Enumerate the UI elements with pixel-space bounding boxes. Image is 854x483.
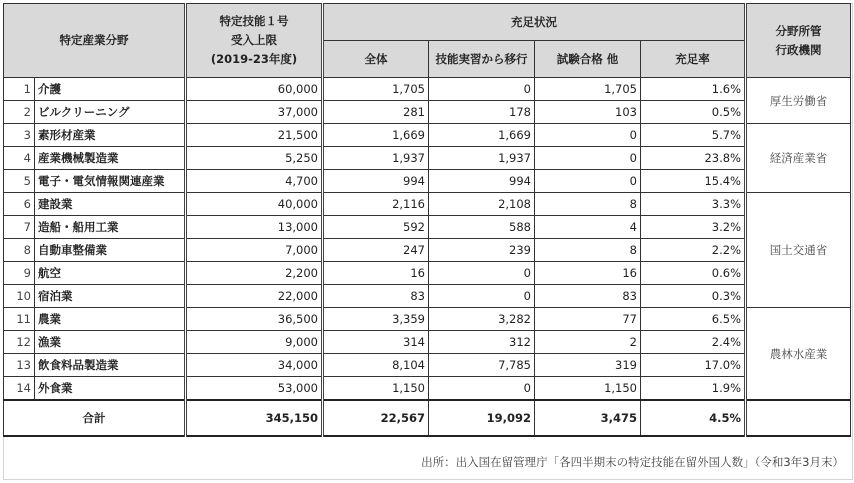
rate-value: 3.2% — [641, 216, 746, 239]
total-value: 16 — [323, 262, 429, 285]
total-value: 247 — [323, 239, 429, 262]
agency: 農林水産業 — [746, 308, 851, 401]
header-from-training: 技能実習から移行 — [429, 41, 535, 78]
cap-value: 40,000 — [186, 193, 323, 216]
table-row — [4, 239, 851, 262]
cap-value: 21,500 — [186, 124, 323, 147]
rate-value: 3.3% — [641, 193, 746, 216]
table-row — [4, 354, 851, 377]
totals-cap: 345,150 — [186, 400, 323, 436]
header-cap: 特定技能１号 受入上限 (2019-23年度) — [186, 4, 323, 78]
sector-name: 農業 — [35, 308, 186, 331]
sector-name: 宿泊業 — [35, 285, 186, 308]
exam-value: 4 — [535, 216, 641, 239]
training-value: 0 — [429, 78, 535, 101]
agency: 厚生労働省 — [746, 78, 851, 124]
total-value: 592 — [323, 216, 429, 239]
total-value: 1,937 — [323, 147, 429, 170]
cap-value: 7,000 — [186, 239, 323, 262]
table-row — [4, 216, 851, 239]
header-agency: 分野所管 行政機関 — [746, 4, 851, 78]
total-value: 1,705 — [323, 78, 429, 101]
total-value: 1,669 — [323, 124, 429, 147]
sector-name: 素形材産業 — [35, 124, 186, 147]
training-value: 239 — [429, 239, 535, 262]
sector-name: 外食業 — [35, 377, 186, 401]
header-status: 充足状況 — [323, 4, 746, 41]
sector-name: 飲食料品製造業 — [35, 354, 186, 377]
rate-value: 0.6% — [641, 262, 746, 285]
total-value: 314 — [323, 331, 429, 354]
training-value: 0 — [429, 377, 535, 401]
table-row — [4, 285, 851, 308]
training-value: 1,937 — [429, 147, 535, 170]
table-row — [4, 377, 851, 401]
cap-value: 60,000 — [186, 78, 323, 101]
sector-name: 造船・船用工業 — [35, 216, 186, 239]
sector-name: ビルクリーニング — [35, 101, 186, 124]
row-number: 3 — [4, 124, 35, 147]
rate-value: 0.5% — [641, 101, 746, 124]
exam-value: 83 — [535, 285, 641, 308]
agency: 経済産業省 — [746, 124, 851, 193]
totals-rate: 4.5% — [641, 400, 746, 436]
cap-value: 9,000 — [186, 331, 323, 354]
totals-label: 合計 — [4, 400, 186, 436]
cap-value: 53,000 — [186, 377, 323, 401]
rate-value: 0.3% — [641, 285, 746, 308]
training-value: 178 — [429, 101, 535, 124]
exam-value: 0 — [535, 170, 641, 193]
exam-value: 0 — [535, 147, 641, 170]
rate-value: 5.7% — [641, 124, 746, 147]
row-number: 1 — [4, 78, 35, 101]
exam-value: 1,150 — [535, 377, 641, 401]
table-row — [4, 124, 851, 147]
exam-value: 2 — [535, 331, 641, 354]
rate-value: 1.9% — [641, 377, 746, 401]
cap-value: 34,000 — [186, 354, 323, 377]
training-value: 994 — [429, 170, 535, 193]
training-value: 312 — [429, 331, 535, 354]
table-row — [4, 193, 851, 216]
sector-name: 介護 — [35, 78, 186, 101]
exam-value: 0 — [535, 124, 641, 147]
row-number: 2 — [4, 101, 35, 124]
exam-value: 103 — [535, 101, 641, 124]
total-value: 8,104 — [323, 354, 429, 377]
total-value: 281 — [323, 101, 429, 124]
row-number: 9 — [4, 262, 35, 285]
row-number: 7 — [4, 216, 35, 239]
sector-name: 自動車整備業 — [35, 239, 186, 262]
training-value: 0 — [429, 285, 535, 308]
sector-name: 産業機械製造業 — [35, 147, 186, 170]
cap-value: 22,000 — [186, 285, 323, 308]
cap-value: 2,200 — [186, 262, 323, 285]
cap-value: 36,500 — [186, 308, 323, 331]
cap-value: 5,250 — [186, 147, 323, 170]
row-number: 11 — [4, 308, 35, 331]
rate-value: 17.0% — [641, 354, 746, 377]
row-number: 14 — [4, 377, 35, 401]
totals-agency-empty — [746, 400, 851, 436]
training-value: 588 — [429, 216, 535, 239]
table-row — [4, 78, 851, 101]
header-exam: 試験合格 他 — [535, 41, 641, 78]
training-value: 1,669 — [429, 124, 535, 147]
row-number: 6 — [4, 193, 35, 216]
table-row — [4, 170, 851, 193]
total-value: 994 — [323, 170, 429, 193]
rate-value: 1.6% — [641, 78, 746, 101]
header-sector: 特定産業分野 — [4, 4, 186, 78]
totals-training: 19,092 — [429, 400, 535, 436]
exam-value: 1,705 — [535, 78, 641, 101]
training-value: 3,282 — [429, 308, 535, 331]
rate-value: 15.4% — [641, 170, 746, 193]
table-row — [4, 262, 851, 285]
rate-value: 2.2% — [641, 239, 746, 262]
row-number: 12 — [4, 331, 35, 354]
exam-value: 319 — [535, 354, 641, 377]
row-number: 5 — [4, 170, 35, 193]
row-number: 8 — [4, 239, 35, 262]
exam-value: 8 — [535, 239, 641, 262]
header-total: 全体 — [323, 41, 429, 78]
sector-name: 航空 — [35, 262, 186, 285]
source-footnote: 出所：出入国在留管理庁「各四半期末の特定技能在留外国人数」（令和3年3月末） — [421, 455, 844, 469]
row-number: 4 — [4, 147, 35, 170]
total-value: 83 — [323, 285, 429, 308]
cap-value: 4,700 — [186, 170, 323, 193]
rate-value: 23.8% — [641, 147, 746, 170]
cap-value: 37,000 — [186, 101, 323, 124]
training-value: 7,785 — [429, 354, 535, 377]
totals-exam: 3,475 — [535, 400, 641, 436]
training-value: 2,108 — [429, 193, 535, 216]
exam-value: 77 — [535, 308, 641, 331]
total-value: 3,359 — [323, 308, 429, 331]
table-row — [4, 331, 851, 354]
sector-name: 電子・電気情報関連産業 — [35, 170, 186, 193]
table-row — [4, 308, 851, 331]
totals-total: 22,567 — [323, 400, 429, 436]
sector-name: 漁業 — [35, 331, 186, 354]
exam-value: 8 — [535, 193, 641, 216]
rate-value: 6.5% — [641, 308, 746, 331]
header-rate: 充足率 — [641, 41, 746, 78]
cap-value: 13,000 — [186, 216, 323, 239]
table-row — [4, 101, 851, 124]
specified-skills-table — [3, 3, 851, 437]
total-value: 1,150 — [323, 377, 429, 401]
total-value: 2,116 — [323, 193, 429, 216]
agency: 国土交通省 — [746, 193, 851, 308]
row-number: 10 — [4, 285, 35, 308]
rate-value: 2.4% — [641, 331, 746, 354]
exam-value: 16 — [535, 262, 641, 285]
table-row — [4, 147, 851, 170]
training-value: 0 — [429, 262, 535, 285]
totals-row — [4, 400, 851, 436]
row-number: 13 — [4, 354, 35, 377]
sector-name: 建設業 — [35, 193, 186, 216]
